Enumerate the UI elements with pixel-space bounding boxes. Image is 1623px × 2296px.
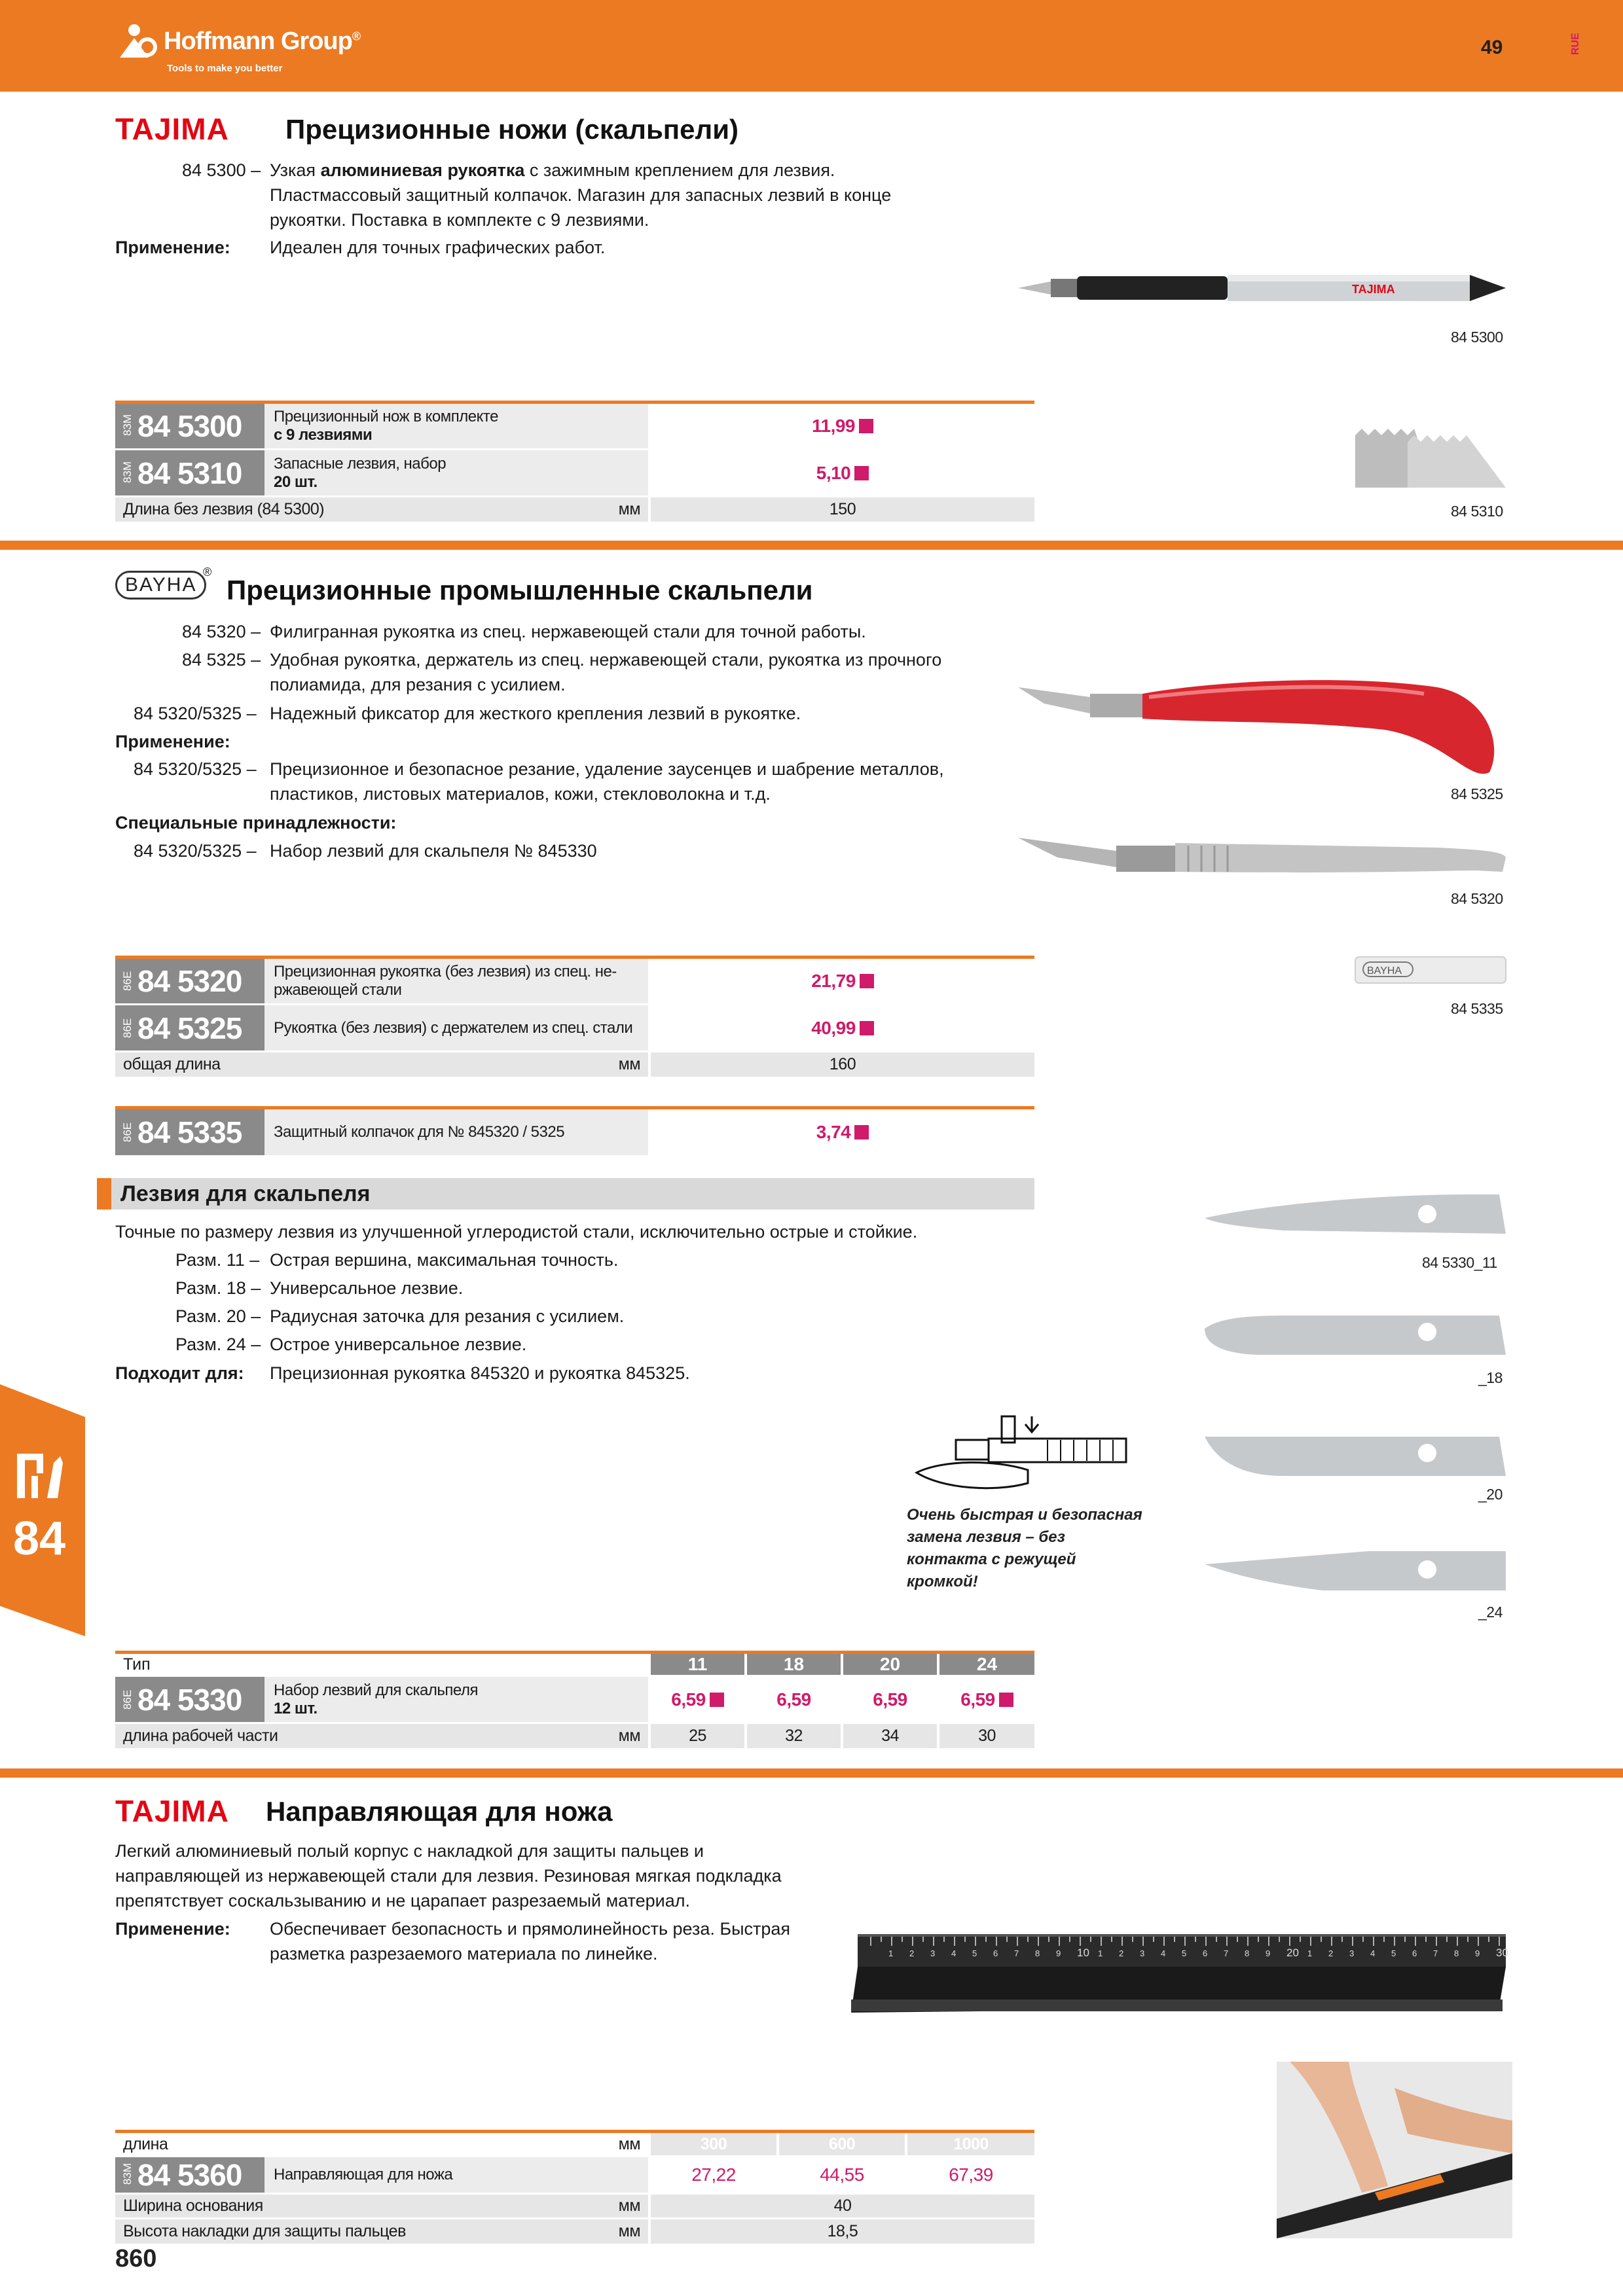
s4-price-table	[115, 2130, 1034, 2244]
blade-11-image	[1205, 1194, 1506, 1240]
ruler-number: 9	[1266, 1948, 1271, 1958]
caption-blade-11: 84 5330_11	[1422, 1254, 1497, 1271]
price: 67,39	[906, 2157, 1034, 2194]
table-row	[115, 2194, 1034, 2219]
prefix: 86E	[121, 1018, 134, 1038]
chapter-tools-icon	[14, 1450, 67, 1502]
bayha-brand: BAYHA	[115, 571, 206, 600]
price: 6,59	[842, 1676, 938, 1723]
unit: мм	[618, 2134, 640, 2153]
s2-l2-text: Удобная рукоятка, держатель из спец. нержавеющей стали, рукоятка из прочного	[270, 650, 942, 670]
ruler-number: 4	[1370, 1948, 1376, 1958]
s3-size-text: Острая вершина, максимальная точность.	[270, 1250, 619, 1270]
scalpel-845325-image	[1018, 668, 1509, 785]
s4-p1: Легкий алюминиевый полый корпус с накладкой для защиты пальцев и	[115, 1841, 704, 1861]
desc-bold: 12 шт.	[274, 1699, 318, 1717]
table-row	[115, 1653, 1034, 1676]
len-label: длина	[123, 2134, 168, 2153]
desc: Направляющая для ножа	[264, 2157, 649, 2194]
section-divider	[0, 1768, 1623, 1778]
svg-text:TAJIMA: TAJIMA	[1352, 283, 1395, 296]
spare-blades-image	[1349, 416, 1506, 494]
s3-price-table	[115, 1651, 1034, 1748]
caption-845320: 84 5320	[1451, 890, 1503, 907]
price: 3,74	[816, 1121, 851, 1142]
prefix: 83M	[121, 2162, 134, 2185]
article-number: 84 5360	[137, 2158, 242, 2192]
ruler-number: 6	[993, 1948, 998, 1958]
article-number: 84 5330	[137, 1682, 242, 1717]
price-square-icon	[860, 974, 874, 988]
table-row	[115, 497, 1034, 522]
price: 21,79	[811, 971, 856, 991]
prefix: 86E	[121, 971, 134, 991]
table-row	[115, 403, 1034, 450]
s3-size-text: Радиусная заточка для резания с усилием.	[270, 1306, 625, 1326]
type-header: 24	[938, 1653, 1034, 1676]
section4-title: Направляющая для ножа	[266, 1796, 613, 1827]
s2-l1-code: 84 5320 –	[182, 622, 261, 641]
tajima-brand: TAJIMA	[115, 112, 229, 146]
price: 44,55	[778, 2157, 906, 2194]
s3-intro: Точные по размеру лезвия из улучшенной углеродистой стали, исключительно острые и стойкие.	[115, 1222, 918, 1242]
precision-knife-image	[1018, 262, 1509, 314]
s3-fit-label: Подходит для:	[115, 1363, 244, 1383]
price-square-icon	[710, 1693, 724, 1707]
type-header: 20	[842, 1653, 938, 1676]
price-square-icon	[999, 1693, 1013, 1707]
language-code: RUE	[1570, 33, 1581, 55]
unit: мм	[618, 1054, 640, 1073]
section2-title: Прецизионные промышленные скальпели	[227, 575, 813, 605]
sub-label: длина рабочей части	[123, 1726, 278, 1745]
ruler-number: 9	[1475, 1948, 1480, 1958]
price: 6,59	[671, 1689, 706, 1710]
desc: Рукоятка (без лезвия) с держателем из спец. стали	[274, 1018, 633, 1037]
sub-value: 25	[649, 1723, 746, 1748]
s1-app-label: Применение:	[115, 238, 230, 257]
table-row	[115, 2157, 1034, 2194]
company-tagline: Tools to make you better	[167, 63, 283, 74]
caption-845310: 84 5310	[1451, 503, 1503, 520]
type-header: 18	[746, 1653, 842, 1676]
ruler-number: 8	[1454, 1948, 1459, 1958]
w-value: 40	[649, 2194, 1034, 2219]
table-row	[115, 450, 1034, 497]
company-name: Hoffmann Group®	[164, 27, 361, 55]
caption-blade-24: _24	[1478, 1604, 1503, 1621]
s4-app2: разметка разрезаемого материала по линейке.	[270, 1944, 658, 1964]
s1-line3: рукоятки. Поставка в комплекте с 9 лезвиями.	[270, 210, 649, 230]
table-row	[115, 1052, 1034, 1077]
desc: Прецизионный нож в комплекте	[274, 408, 498, 425]
sub-value: 160	[649, 1052, 1034, 1077]
sub-value: 32	[746, 1723, 842, 1748]
blade-20-image	[1205, 1430, 1506, 1482]
ruler-number: 4	[951, 1948, 957, 1958]
s3-size-label: Разм. 18 –	[175, 1278, 261, 1298]
table-row	[115, 1676, 1034, 1723]
cap-brand-label: BAYHA	[1367, 965, 1402, 977]
s2-l1-text: Филигранная рукоятка из спец. нержавеющей стали для точной работы.	[270, 622, 866, 641]
ruler-number: 8	[1035, 1948, 1040, 1958]
ruler-number: 3	[930, 1948, 936, 1958]
price-square-icon	[859, 419, 873, 433]
s2-l2-code: 84 5325 –	[182, 650, 261, 670]
table-row	[115, 1108, 1034, 1155]
blades-subheading: Лезвия для скальпеля	[97, 1178, 1034, 1210]
unit: мм	[618, 1726, 640, 1745]
ruler-number: 3	[1349, 1948, 1355, 1958]
caption-blade-18: _18	[1478, 1369, 1503, 1386]
s2-cap-table	[115, 1106, 1034, 1155]
ruler-number: 10	[1077, 1946, 1089, 1959]
sub-value: 30	[938, 1723, 1034, 1748]
unit: мм	[618, 2221, 640, 2240]
w-label: Ширина основания	[123, 2197, 263, 2215]
blade-change-note: Очень быстрая и безопасная замена лезвия – без контакта с режущей кромкой!	[907, 1506, 1142, 1590]
ruler-number: 4	[1161, 1948, 1166, 1958]
ruler-number: 6	[1412, 1948, 1417, 1958]
price-square-icon	[854, 1125, 869, 1139]
desc-bold: с 9 лезвиями	[274, 426, 373, 444]
price-square-icon	[860, 1021, 874, 1035]
length-header: 600	[778, 2132, 906, 2157]
s2-l3-text: Надежный фиксатор для жесткого крепления лезвий в рукоятке.	[270, 704, 801, 723]
s4-p3: препятствует соскальзыванию и не царапает разрезаемый материал.	[115, 1891, 691, 1910]
table-row	[115, 2132, 1034, 2157]
s3-size-label: Разм. 20 –	[175, 1306, 261, 1326]
sub-value: 34	[842, 1723, 938, 1748]
s2-l5-code: 84 5320/5325 –	[134, 841, 257, 861]
caption-845300: 84 5300	[1451, 329, 1503, 346]
s2-l4-text: Прецизионное и безопасное резание, удаление заусенцев и шабрение металлов,	[270, 759, 944, 779]
ruler-number: 1	[1098, 1948, 1103, 1958]
s1-price-table	[115, 401, 1034, 522]
type-label: Тип	[123, 1655, 151, 1674]
chapter-tab	[0, 1384, 85, 1636]
s4-p2: направляющей из нержавеющей стали для лезвия. Резиновая мягкая подкладка	[115, 1866, 782, 1886]
ruler-number: 9	[1056, 1948, 1061, 1958]
ruler-number: 6	[1203, 1948, 1208, 1958]
s2-acc-label: Специальные принадлежности:	[115, 813, 397, 833]
prefix: 83M	[121, 414, 134, 436]
s4-app-label: Применение:	[115, 1919, 230, 1939]
s2-l5-text: Набор лезвий для скальпеля № 845330	[270, 841, 597, 861]
price: 6,59	[960, 1689, 995, 1710]
ruler-number: 5	[972, 1948, 977, 1958]
desc: Запасные лезвия, набор	[274, 454, 447, 473]
type-header: 11	[649, 1653, 746, 1676]
hoffmann-logo-icon	[115, 21, 167, 60]
caption-845335: 84 5335	[1451, 1000, 1503, 1017]
s3-size-label: Разм. 24 –	[175, 1335, 261, 1354]
h-value: 18,5	[649, 2219, 1034, 2244]
price: 11,99	[811, 416, 856, 436]
s1-line1-code: 84 5300 –	[182, 160, 261, 180]
sub-value: 150	[649, 497, 1034, 522]
ruler-number: 5	[1391, 1948, 1396, 1958]
footer-page-number: 860	[115, 2245, 157, 2272]
article-number: 84 5310	[137, 456, 242, 490]
ruler-number: 7	[1224, 1948, 1229, 1958]
chapter-number: 84	[13, 1513, 66, 1565]
table-row	[115, 958, 1034, 1005]
article-number: 84 5325	[137, 1011, 242, 1045]
article-number: 84 5320	[137, 964, 242, 998]
caption-845325: 84 5325	[1451, 785, 1503, 802]
s3-size-label: Разм. 11 –	[175, 1250, 260, 1270]
unit: мм	[618, 499, 640, 518]
desc: Набор лезвий для скальпеля	[274, 1681, 478, 1699]
table-row	[115, 1723, 1034, 1748]
s2-l4-code: 84 5320/5325 –	[134, 759, 257, 779]
s2-price-table	[115, 956, 1034, 1077]
tajima-brand: TAJIMA	[115, 1794, 229, 1828]
s2-l4-text2: пластиков, листовых материалов, кожи, стекловолокна и т.д.	[270, 784, 771, 804]
ruler-number: 2	[1328, 1948, 1334, 1958]
ruler-number: 8	[1245, 1948, 1250, 1958]
sub-label: Длина без лезвия (84 5300)	[123, 499, 325, 518]
article-number: 84 5335	[137, 1115, 242, 1149]
length-header: 300	[649, 2132, 778, 2157]
prefix: 83M	[121, 461, 134, 483]
price: 6,59	[746, 1676, 842, 1723]
s3-size-text: Острое универсальное лезвие.	[270, 1335, 527, 1354]
price-square-icon	[854, 466, 869, 480]
s2-l3-code: 84 5320/5325 –	[134, 704, 257, 723]
price: 27,22	[649, 2157, 778, 2194]
s2-app-label: Применение:	[115, 732, 230, 751]
bayha-reg-mark: ®	[203, 565, 212, 579]
ruler-number: 30	[1496, 1946, 1508, 1959]
ruler-number: 1	[888, 1948, 894, 1958]
s3-size-text: Универсальное лезвие.	[270, 1278, 464, 1298]
table-row	[115, 2219, 1034, 2244]
length-header: 1000	[906, 2132, 1034, 2157]
h-label: Высота накладки для защиты пальцев	[123, 2221, 406, 2240]
prefix: 86E	[121, 1689, 134, 1710]
section1-title: Прецизионные ножи (скальпели)	[285, 114, 739, 145]
scalpel-845320-image	[1018, 831, 1509, 890]
ruler-number: 7	[1433, 1948, 1438, 1958]
ruler-number: 2	[909, 1948, 915, 1958]
desc2: ржавеющей стали	[274, 981, 402, 999]
page-number: 49	[1481, 37, 1503, 58]
cutting-ruler-image	[851, 1928, 1512, 2026]
ruler-number: 1	[1307, 1948, 1313, 1958]
price: 40,99	[811, 1017, 856, 1038]
unit: мм	[618, 2197, 640, 2215]
ruler-number: 3	[1140, 1948, 1145, 1958]
table-row	[115, 1005, 1034, 1052]
protective-cap-image	[1354, 954, 1511, 987]
ruler-in-use-photo	[1277, 2062, 1512, 2238]
desc: Прецизионная рукоятка (без лезвия) из спец. не-	[274, 963, 617, 980]
blade-24-image	[1205, 1551, 1506, 1597]
ruler-number: 7	[1014, 1948, 1019, 1958]
s3-fit-text: Прецизионная рукоятка 845320 и рукоятка 845325.	[270, 1363, 690, 1383]
blade-18-image	[1205, 1309, 1506, 1361]
s1-line1: Узкая алюминиевая рукоятка с зажимным креплением для лезвия.	[270, 160, 835, 180]
ruler-number: 5	[1182, 1948, 1187, 1958]
section-divider	[0, 541, 1623, 550]
s4-app1: Обеспечивает безопасность и прямолинейность реза. Быстрая	[270, 1919, 790, 1939]
ruler-number: 20	[1286, 1946, 1299, 1959]
sub-label: общая длина	[123, 1054, 221, 1073]
prefix: 86E	[121, 1122, 134, 1142]
desc-bold: 20 шт.	[274, 473, 318, 491]
price: 5,10	[816, 462, 851, 483]
s2-l2-text2: полиамида, для резания с усилием.	[270, 675, 566, 694]
caption-blade-20: _20	[1478, 1486, 1503, 1503]
article-number: 84 5300	[137, 409, 242, 443]
blade-change-diagram	[903, 1407, 1139, 1505]
s1-app-text: Идеален для точных графических работ.	[270, 238, 606, 257]
desc: Защитный колпачок для № 845320 / 5325	[274, 1122, 565, 1141]
s1-line2: Пластмассовый защитный колпачок. Магазин для запасных лезвий в конце	[270, 185, 892, 205]
ruler-number: 2	[1119, 1948, 1124, 1958]
